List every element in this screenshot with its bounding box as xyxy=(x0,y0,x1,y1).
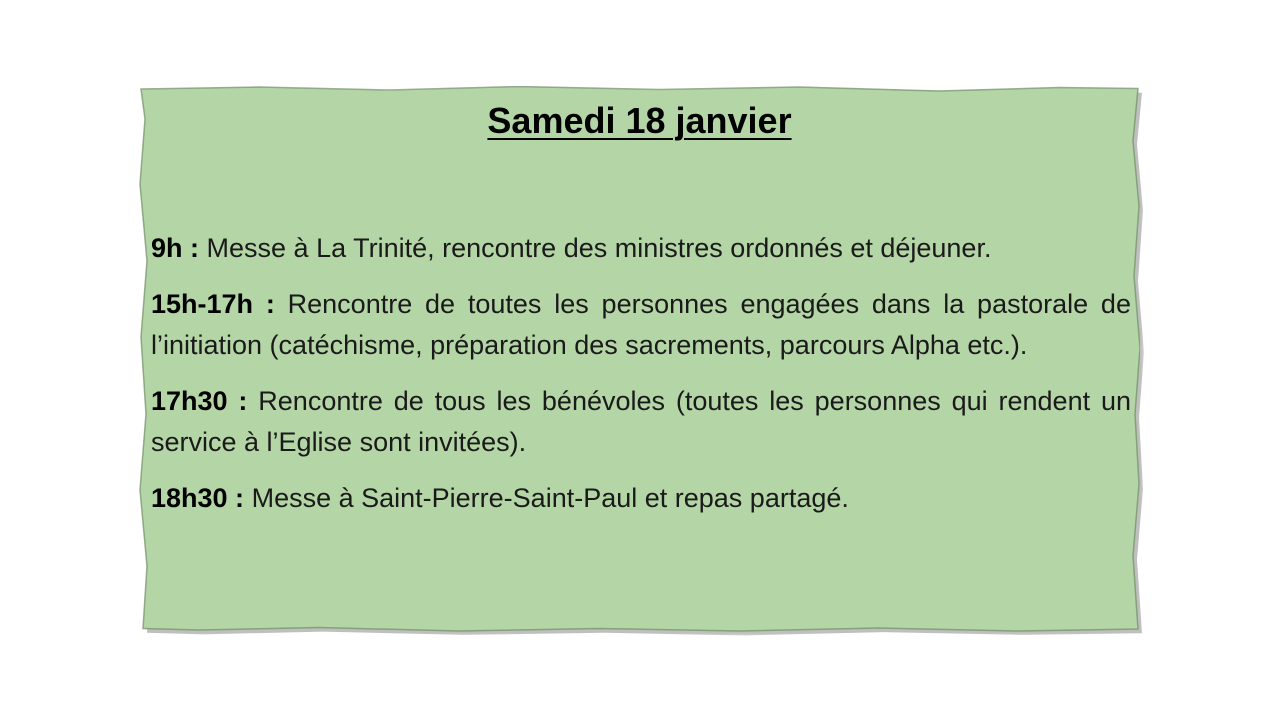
event-description: Rencontre de tous les bénévoles (toutes les personnes qui rendent un service à l’Eglise sont invitées). xyxy=(151,386,1131,457)
event-description: Rencontre de toutes les personnes engagées dans la pastorale de l’initiation (catéchisme, préparation des sacrements, parcours Alpha etc.). xyxy=(151,289,1131,360)
event-description: Messe à Saint-Pierre-Saint-Paul et repas partagé. xyxy=(251,483,849,513)
event-item xyxy=(151,284,1131,366)
event-list xyxy=(151,228,1131,534)
event-time: 9h : xyxy=(151,233,200,263)
title-text: Samedi 18 janvier xyxy=(487,100,792,141)
event-item xyxy=(151,228,1131,269)
event-description: Messe à La Trinité, rencontre des ministres ordonnés et déjeuner. xyxy=(206,233,992,263)
event-time: 18h30 : xyxy=(151,483,245,513)
event-item xyxy=(151,381,1131,463)
event-time: 17h30 : xyxy=(151,386,248,416)
page-title xyxy=(139,100,1140,142)
event-time: 15h-17h : xyxy=(151,289,275,319)
event-item xyxy=(151,478,1131,519)
